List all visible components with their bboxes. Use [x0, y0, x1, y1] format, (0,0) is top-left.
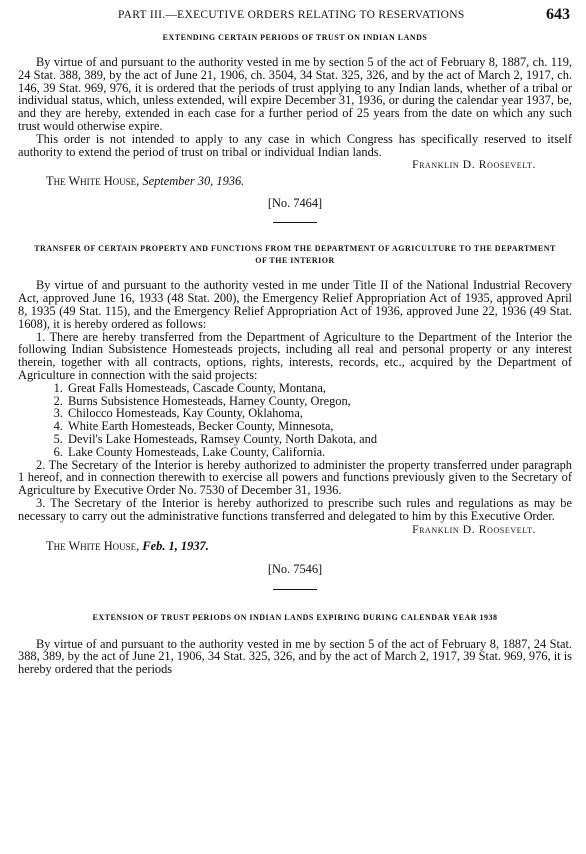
order2-place: The White House,: [46, 538, 140, 553]
list-item: 1. Great Falls Homesteads, Cascade County, Montana,: [66, 382, 572, 395]
list-item: 4. White Earth Homesteads, Becker County, Minnesota,: [66, 420, 572, 433]
order1-place: The White House,: [46, 174, 140, 189]
order2-number: [No. 7546]: [267, 561, 323, 576]
order2-date: Feb. 1, 1937.: [142, 538, 209, 553]
homestead-projects-list: [18, 382, 572, 459]
order2-signature: Franklin D. Roosevelt.: [412, 522, 536, 536]
page-number: 643: [546, 6, 570, 23]
running-header: [18, 0, 572, 26]
section-divider: [273, 589, 317, 590]
order1-signature: Franklin D. Roosevelt.: [412, 158, 536, 172]
order2-paragraph-3: 2. The Secretary of the Interior is hereby authorized to administer the property transferred under paragraph 1 hereof, and in connection therewith to exercise all powers and functions previously given to the Secretary of Agriculture by Executive Order No. 7530 of December 31, 1936.: [18, 457, 572, 498]
order1-paragraph-2: This order is not intended to apply to any case in which Congress has specifically reserved to itself authority to extend the period of trust on tribal or individual Indian lands.: [18, 131, 572, 159]
order1-date: September 30, 1936.: [142, 174, 245, 189]
order1-dateline: [18, 174, 572, 188]
running-header-title: PART III.—EXECUTIVE ORDERS RELATING TO RESERVATIONS: [118, 9, 465, 21]
order1-paragraph-1: By virtue of and pursuant to the authority vested in me by section 5 of the act of February 8, 1887, ch. 119, 24 Stat. 388, 389, by the act of June 21, 1906, ch. 3504, 34 Stat. 325, 326, and by the act of March 2, 1917, ch. 146, 39 Stat. 969, 976, it is ordered that the periods of trust applying to any Indian lands, whether of a tribal or individual status, which, unless extended, will expire December 31, 1936, or during the calendar year 1937, be, and they are hereby, extended in each case for a further period of 25 years from the date on which any such trust would otherwise expire.: [18, 55, 572, 133]
section-divider: [273, 222, 317, 223]
list-item: 6. Lake County Homesteads, Lake County, California.: [66, 446, 572, 459]
order2-dateline: [18, 539, 572, 553]
order2-paragraph-1: By virtue of and pursuant to the authority vested in me under Title II of the National Industrial Recovery Act, approved June 16, 1933 (48 Stat. 200), the Emergency Relief Appropriation Act of 1935, approved April 8, 1935 (49 Stat. 115), and the Emergency Relief Appropriation Act of 1936, approved June 22, 1936 (49 Stat. 1608), it is hereby ordered as follows:: [18, 278, 572, 331]
order3-paragraph-1: By virtue of and pursuant to the authority vested in me by section 5 of the act of February 8, 1887, 24 Stat. 388, 389, by the act of June 21, 1906, 34 Stat. 325, 326, and by the act of March 2, 1917, 39 Stat. 969, 976, it is hereby ordered that the periods: [18, 636, 572, 677]
order2-paragraph-2: 1. There are hereby transferred from the Department of Agriculture to the Department of the Interior the following Indian Subsistence Homesteads projects, including all real and personal property or any interest therein, together with all contracts, options, rights, interests, records, etc., acquired by the Department of Agriculture in connection with the said projects:: [18, 329, 572, 382]
order1-number: [No. 7464]: [267, 196, 323, 211]
section-heading-trust-period-1938: EXTENSION OF TRUST PERIODS ON INDIAN LANDS EXPIRING DURING CALENDAR YEAR 1938: [92, 612, 498, 622]
section-heading-trust-extension: EXTENDING CERTAIN PERIODS OF TRUST ON INDIAN LANDS: [162, 33, 428, 42]
list-item: 2. Burns Subsistence Homesteads, Harney County, Oregon,: [66, 395, 572, 408]
list-item: 5. Devil's Lake Homesteads, Ramsey County, North Dakota, and: [66, 433, 572, 446]
order2-paragraph-4: 3. The Secretary of the Interior is hereby authorized to prescribe such rules and regulations as may be necessary to carry out the administrative functions transferred and delegated to him by this Executive Order.: [18, 495, 572, 523]
list-item: 3. Chilocco Homesteads, Kay County, Oklahoma,: [66, 407, 572, 420]
section-heading-property-transfer: TRANSFER OF CERTAIN PROPERTY AND FUNCTIONS FROM THE DEPARTMENT OF AGRICULTURE TO THE DEPARTMENT OF THE INTERIOR: [34, 244, 556, 266]
